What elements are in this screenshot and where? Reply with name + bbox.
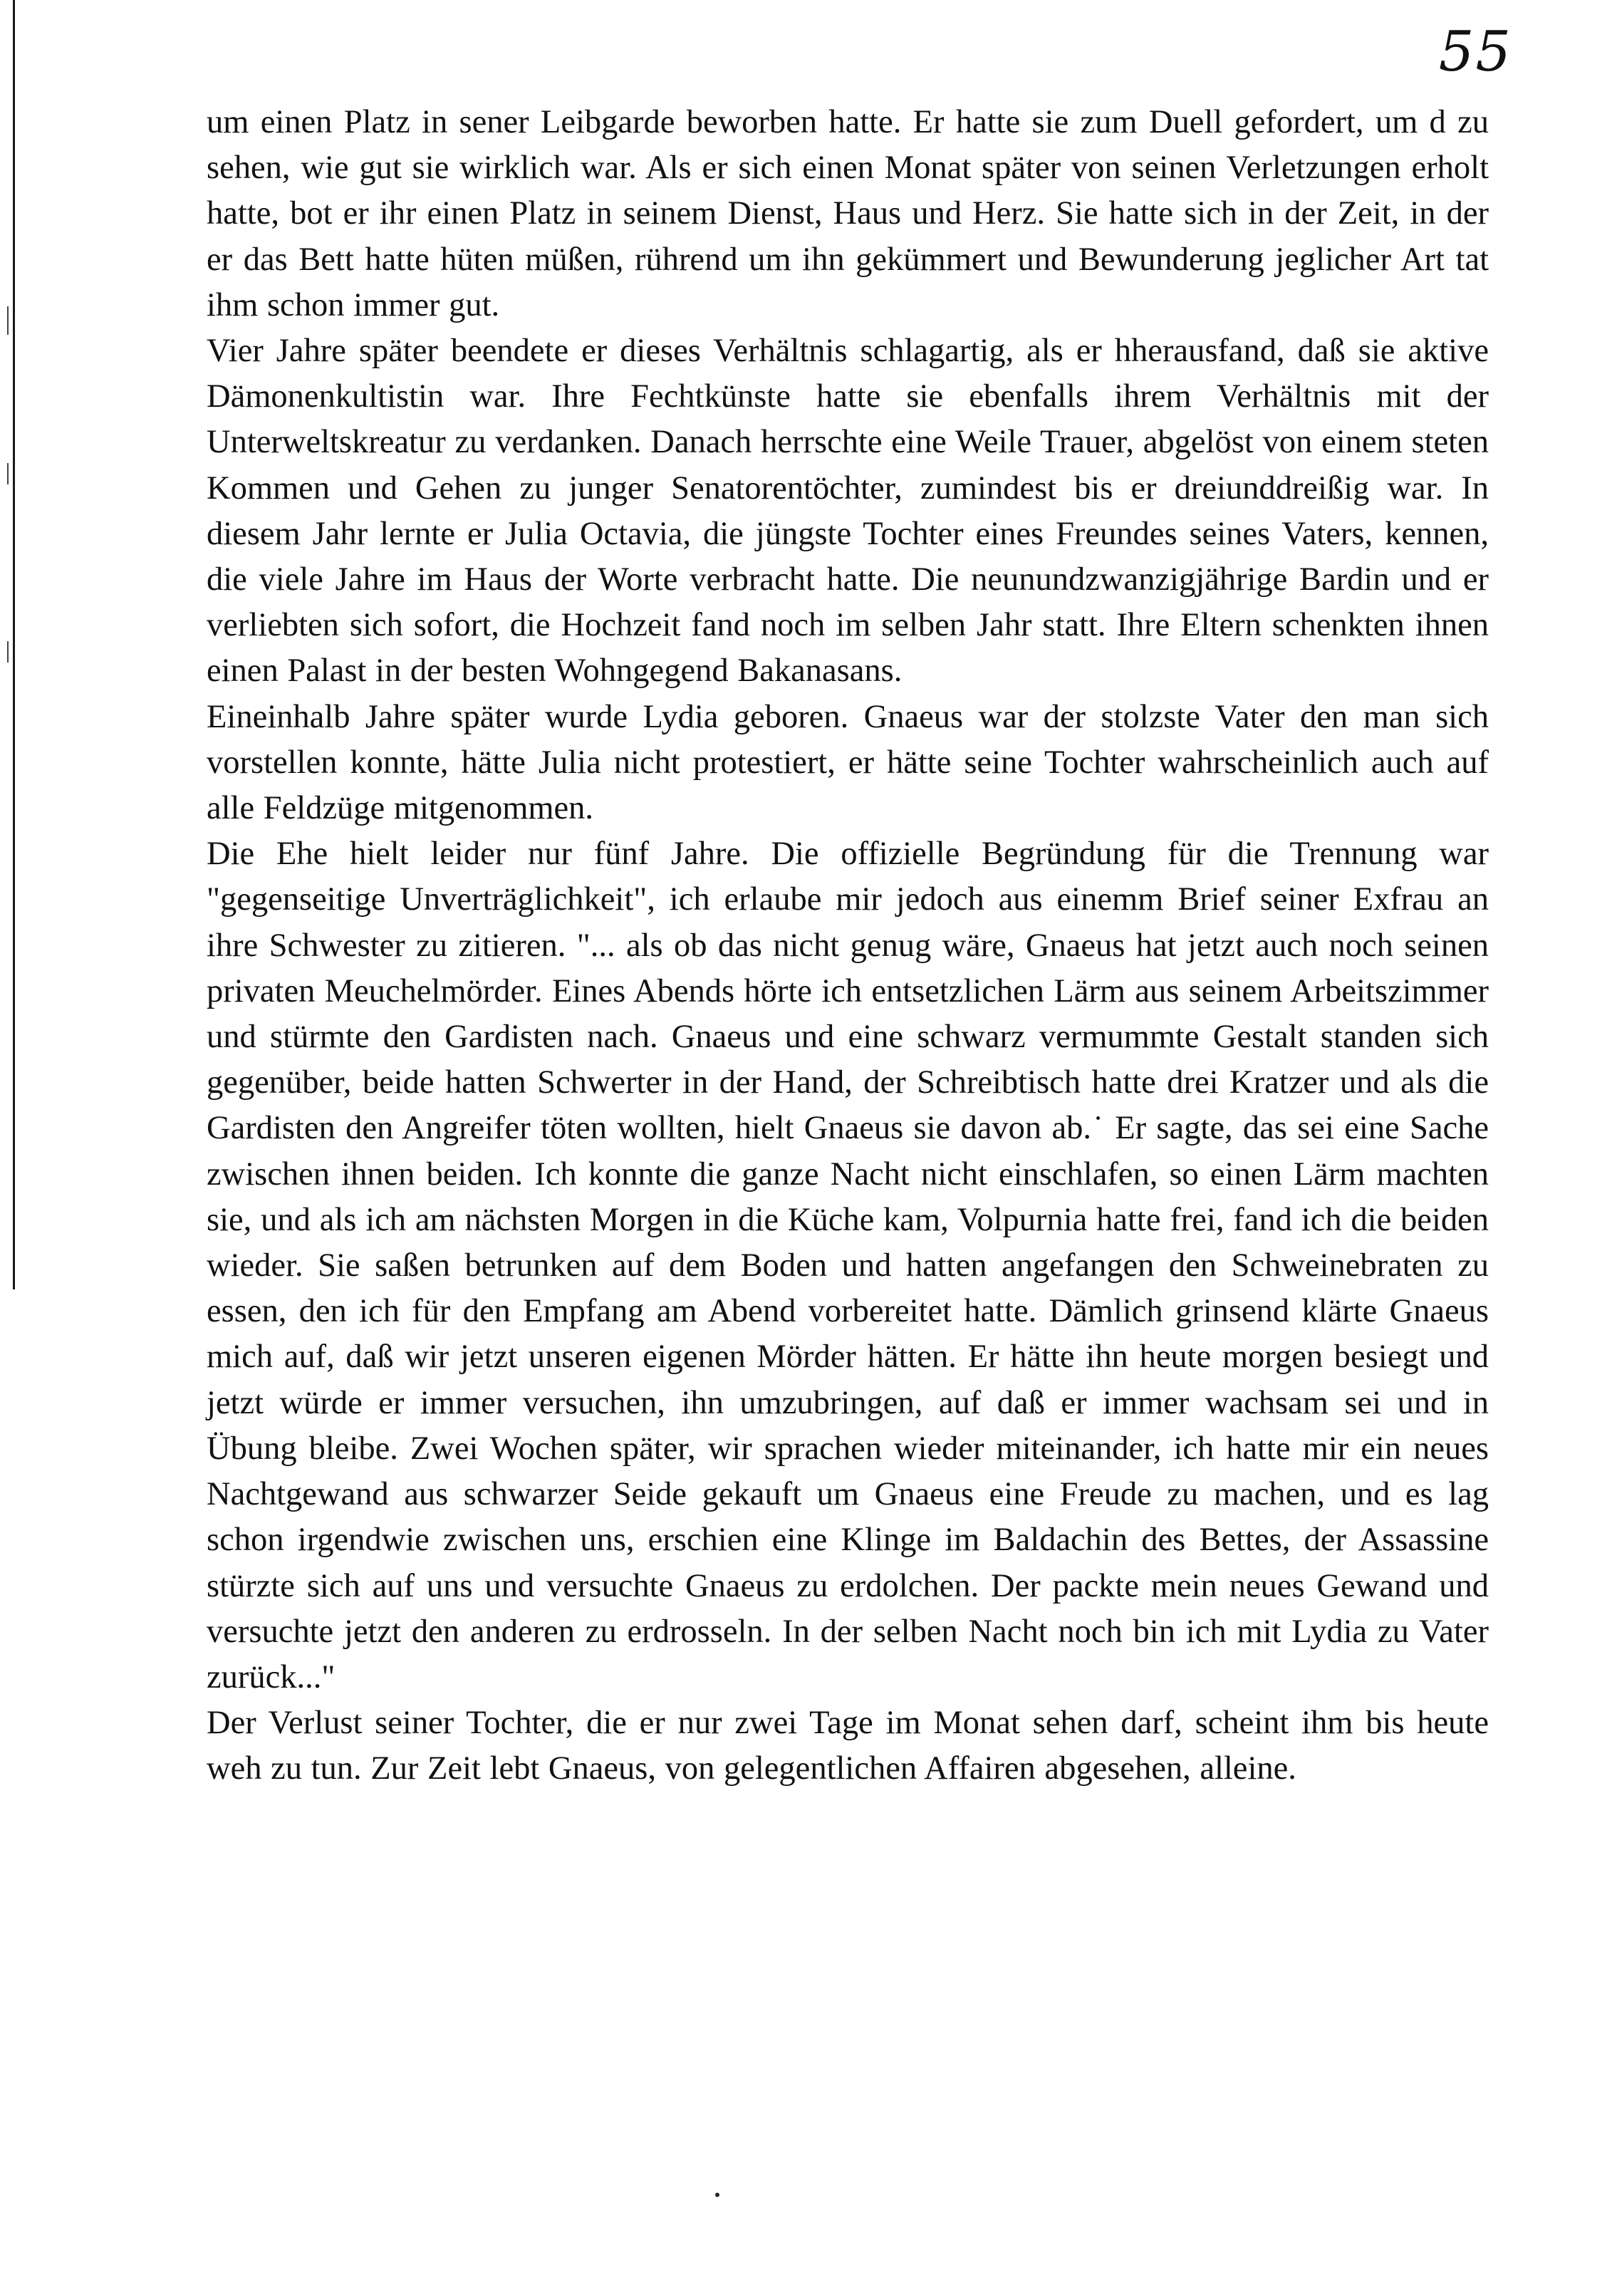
paragraph: Der Verlust seiner Tochter, die er nur zwei Tage im Monat sehen darf, scheint ihm bis heute weh zu tun. Zur Zeit lebt Gnaeus, von gelegentlichen Affairen abgesehen, alleine.: [207, 1705, 1489, 1787]
paragraph: Vier Jahre später beendete er dieses Verhältnis schlagartig, als er hherausfand, daß sie aktive Dämonenkultistin war. Ihre Fechtkünste hatte sie ebenfalls ihrem Verhältnis mit der Unterweltskreatur zu verdanken. Danach herrschte eine Weile Trauer, abgelöst von einem steten Kommen und Gehen zu junger Senatorentöchter, zumindest bis er dreiunddreißig war. In diesem Jahr lernte er Julia Octavia, die jüngste Tochter eines Freundes seines Vaters, kennen, die viele Jahre im Haus der Worte verbracht hatte. Die neunundzwanzigjährige Bardin und er verliebten sich sofort, die Hochzeit fand noch im selben Jahr statt. Ihre Eltern schenkten ihnen einen Palast in der besten Wohngegend Bakanasans.: [207, 333, 1489, 690]
scan-edge-line: [13, 0, 15, 1289]
scan-edge-mark: [7, 463, 9, 484]
page-number: 55: [1438, 20, 1512, 84]
paragraph: Die Ehe hielt leider nur fünf Jahre. Die offizielle Begründung für die Trennung war "gegenseitige Unverträglichkeit", ich erlaube mir jedoch aus einemm Brief seiner Exfrau an ihre Schwester zu zitieren. "... als ob das nicht genug wäre, Gnaeus hat jetzt auch noch seinen privaten Meuchelmörder. Eines Abends hörte ich entsetzlichen Lärm aus seinem Arbeitszimmer und stürmte den Gardisten nach. Gnaeus und eine schwarz vermummte Gestalt standen sich gegenüber, beide hatten Schwerter in der Hand, der Schreibtisch hatte drei Kratzer und als die Gardisten den Angreifer töten wollten, hielt Gnaeus sie davon ab.˙ Er sagte, das sei eine Sache zwischen ihnen beiden. Ich konnte die ganze Nacht nicht einschlafen, so einen Lärm machten sie, und als ich am nächsten Morgen in die Küche kam, Volpurnia hatte frei, fand ich die beiden wieder. Sie saßen betrunken auf dem Boden und hatten angefangen den Schweinebraten zu essen, den ich für den Empfang am Abend vorbereitet hatte. Dämlich grinsend klärte Gnaeus mich auf, daß wir jetzt unseren eigenen Mörder hätten. Er hätte ihn heute morgen besiegt und jetzt würde er immer versuchen, ihn umzubringen, auf daß er immer wachsam sei und in Übung bleibe. Zwei Wochen später, wir sprachen wieder miteinander, ich hatte mir ein neues Nachtgewand aus schwarzer Seide gekauft um Gnaeus eine Freude zu machen, und es lag schon irgendwie zwischen uns, erschien eine Klinge im Baldachin des Bettes, der Assassine stürzte sich auf uns und versuchte Gnaeus zu erdolchen. Der packte mein neues Gewand und versuchte jetzt den anderen zu erdrosseln. In der selben Nacht noch bin ich mit Lydia zu Vater zurück...": [207, 836, 1489, 1695]
stray-mark: [715, 2193, 719, 2197]
body-text: [207, 100, 1489, 1792]
scan-edge-mark: [7, 306, 9, 335]
scan-edge-mark: [7, 641, 9, 663]
paragraph: Eineinhalb Jahre später wurde Lydia geboren. Gnaeus war der stolzste Vater den man sich vorstellen konnte, hätte Julia nicht protestiert, er hätte seine Tochter wahrscheinlich auch auf alle Feldzüge mitgenommen.: [207, 698, 1489, 827]
paragraph: um einen Platz in sener Leibgarde beworben hatte. Er hatte sie zum Duell gefordert, um d zu sehen, wie gut sie wirklich war. Als er sich einen Monat später von seinen Verletzungen erholt hatte, bot er ihr einen Platz in seinem Dienst, Haus und Herz. Sie hatte sich in der Zeit, in der er das Bett hatte hüten müßen, rührend um ihn gekümmert und Bewunderung jeglicher Art tat ihm schon immer gut.: [207, 104, 1489, 323]
